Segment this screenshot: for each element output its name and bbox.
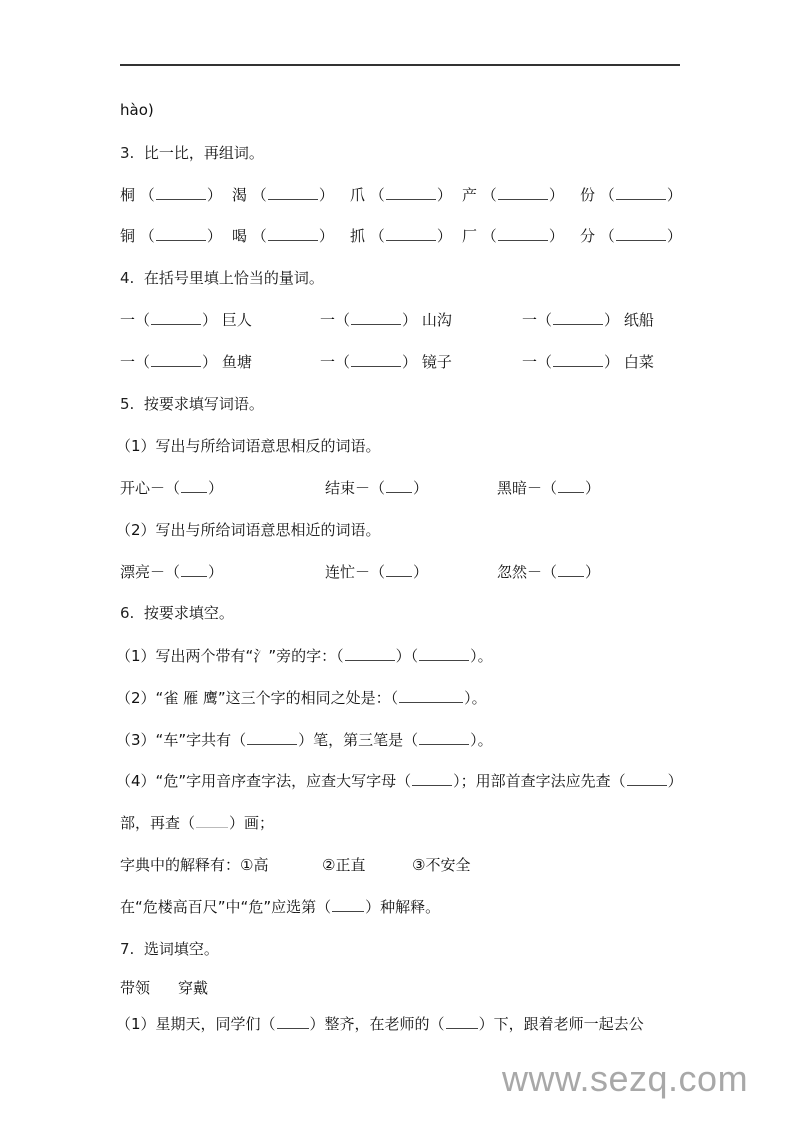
answer-blank[interactable] — [247, 730, 297, 745]
answer-blank[interactable] — [386, 478, 412, 493]
watermark — [502, 1058, 748, 1100]
header-rule — [120, 64, 680, 66]
q6-sub-3: （3）“车”字共有（ ）笔，第三笔是（ ）。 — [116, 731, 493, 749]
question-number: 3. — [120, 144, 135, 162]
q4-item: 一（ ） 山沟 — [320, 311, 452, 329]
answer-blank[interactable] — [196, 813, 228, 828]
q3-item: 抓 （ ） — [350, 227, 452, 245]
answer-blank[interactable] — [332, 897, 364, 912]
answer-blank[interactable] — [616, 185, 666, 200]
answer-blank[interactable] — [268, 185, 318, 200]
answer-blank[interactable] — [351, 352, 401, 367]
answer-blank[interactable] — [419, 646, 469, 661]
dict-option: ③不安全 — [412, 856, 471, 874]
q5-item: 开心－（ ） — [120, 479, 224, 497]
word-choice: 穿戴 — [178, 979, 209, 997]
answer-blank[interactable] — [553, 310, 603, 325]
q4-item: 一（ ） 白菜 — [522, 353, 654, 371]
q3-item: 分 （ ） — [580, 227, 682, 245]
question-5-title — [120, 394, 264, 414]
answer-blank[interactable] — [386, 562, 412, 577]
q7-sub-1: （1）星期天，同学们（ ）整齐，在老师的（ ）下，跟着老师一起去公 — [116, 1015, 644, 1033]
q6-sub-1: （1）写出两个带有“氵”旁的字：（ ）（ ）。 — [116, 647, 493, 665]
answer-blank[interactable] — [627, 771, 667, 786]
answer-blank[interactable] — [558, 562, 584, 577]
q6-sub-4-cont: 部，再查（ ）画； — [120, 814, 275, 832]
dict-option: ①高 — [240, 856, 269, 874]
dict-label: 字典中的解释有：①高 — [120, 856, 269, 874]
question-number: 5. — [120, 395, 135, 413]
q3-item: 喝 （ ） — [232, 227, 334, 245]
q6-sub-2: （2）“雀 雁 鹰”这三个字的相同之处是：（ ）。 — [116, 689, 487, 707]
q3-item: 桐 （ ） — [120, 186, 222, 204]
q4-item: 一（ ） 巨人 — [120, 311, 252, 329]
q5-item: 连忙－（ ） — [325, 563, 429, 581]
answer-blank[interactable] — [268, 226, 318, 241]
question-number: 4. — [120, 269, 135, 287]
answer-blank[interactable] — [412, 771, 452, 786]
answer-blank[interactable] — [386, 185, 436, 200]
q3-item: 渴 （ ） — [232, 186, 334, 204]
q3-item: 爪 （ ） — [350, 186, 452, 204]
answer-blank[interactable] — [181, 562, 207, 577]
continuation-label: hào) — [120, 101, 154, 119]
question-3-title — [120, 143, 264, 163]
continuation-text — [120, 100, 154, 120]
q3-item: 厂 （ ） — [462, 227, 564, 245]
q3-item: 铜 （ ） — [120, 227, 222, 245]
answer-blank[interactable] — [181, 478, 207, 493]
answer-blank[interactable] — [386, 226, 436, 241]
q5-sub-1 — [116, 436, 381, 456]
question-number: 7. — [120, 940, 135, 958]
question-6-title — [120, 603, 234, 623]
sub-question-text: （2）写出与所给词语意思相近的词语。 — [116, 521, 381, 539]
answer-blank[interactable] — [419, 730, 469, 745]
q5-item: 黑暗－（ ） — [497, 479, 601, 497]
question-text: 比一比，再组词。 — [143, 144, 264, 162]
q5-sub-2 — [116, 520, 381, 540]
q3-item: 份 （ ） — [580, 186, 682, 204]
dict-option: ②正直 — [322, 856, 366, 874]
watermark-text: www.sezq.com — [502, 1058, 749, 1099]
answer-blank[interactable] — [446, 1014, 478, 1029]
question-7-title — [120, 939, 219, 959]
q4-item: 一（ ） 镜子 — [320, 353, 452, 371]
question-4-title — [120, 268, 324, 288]
q5-item: 忽然－（ ） — [497, 563, 601, 581]
q6-sub-5: 在“危楼高百尺”中“危”应选第（ ）种解释。 — [120, 898, 441, 916]
answer-blank[interactable] — [151, 352, 201, 367]
question-text: 按要求填空。 — [143, 604, 234, 622]
question-text: 在括号里填上恰当的量词。 — [143, 269, 324, 287]
answer-blank[interactable] — [558, 478, 584, 493]
question-text: 选词填空。 — [143, 940, 219, 958]
q4-item: 一（ ） 鱼塘 — [120, 353, 252, 371]
sub-question-text: （1）写出与所给词语意思相反的词语。 — [116, 437, 381, 455]
answer-blank[interactable] — [498, 226, 548, 241]
answer-blank[interactable] — [345, 646, 395, 661]
answer-blank[interactable] — [399, 688, 463, 703]
answer-blank[interactable] — [351, 310, 401, 325]
q6-sub-4: （4）“危”字用音序查字法，应查大写字母（ ）；用部首查字法应先查（ ） — [116, 772, 683, 790]
q5-item: 漂亮－（ ） — [120, 563, 224, 581]
answer-blank[interactable] — [616, 226, 666, 241]
answer-blank[interactable] — [156, 226, 206, 241]
question-text: 按要求填写词语。 — [143, 395, 264, 413]
answer-blank[interactable] — [151, 310, 201, 325]
answer-blank[interactable] — [277, 1014, 309, 1029]
answer-blank[interactable] — [156, 185, 206, 200]
q5-item: 结束－（ ） — [325, 479, 429, 497]
word-choice: 带领 — [120, 979, 151, 997]
answer-blank[interactable] — [553, 352, 603, 367]
answer-blank[interactable] — [498, 185, 548, 200]
q3-item: 产 （ ） — [462, 186, 564, 204]
q4-item: 一（ ） 纸船 — [522, 311, 654, 329]
question-number: 6. — [120, 604, 135, 622]
